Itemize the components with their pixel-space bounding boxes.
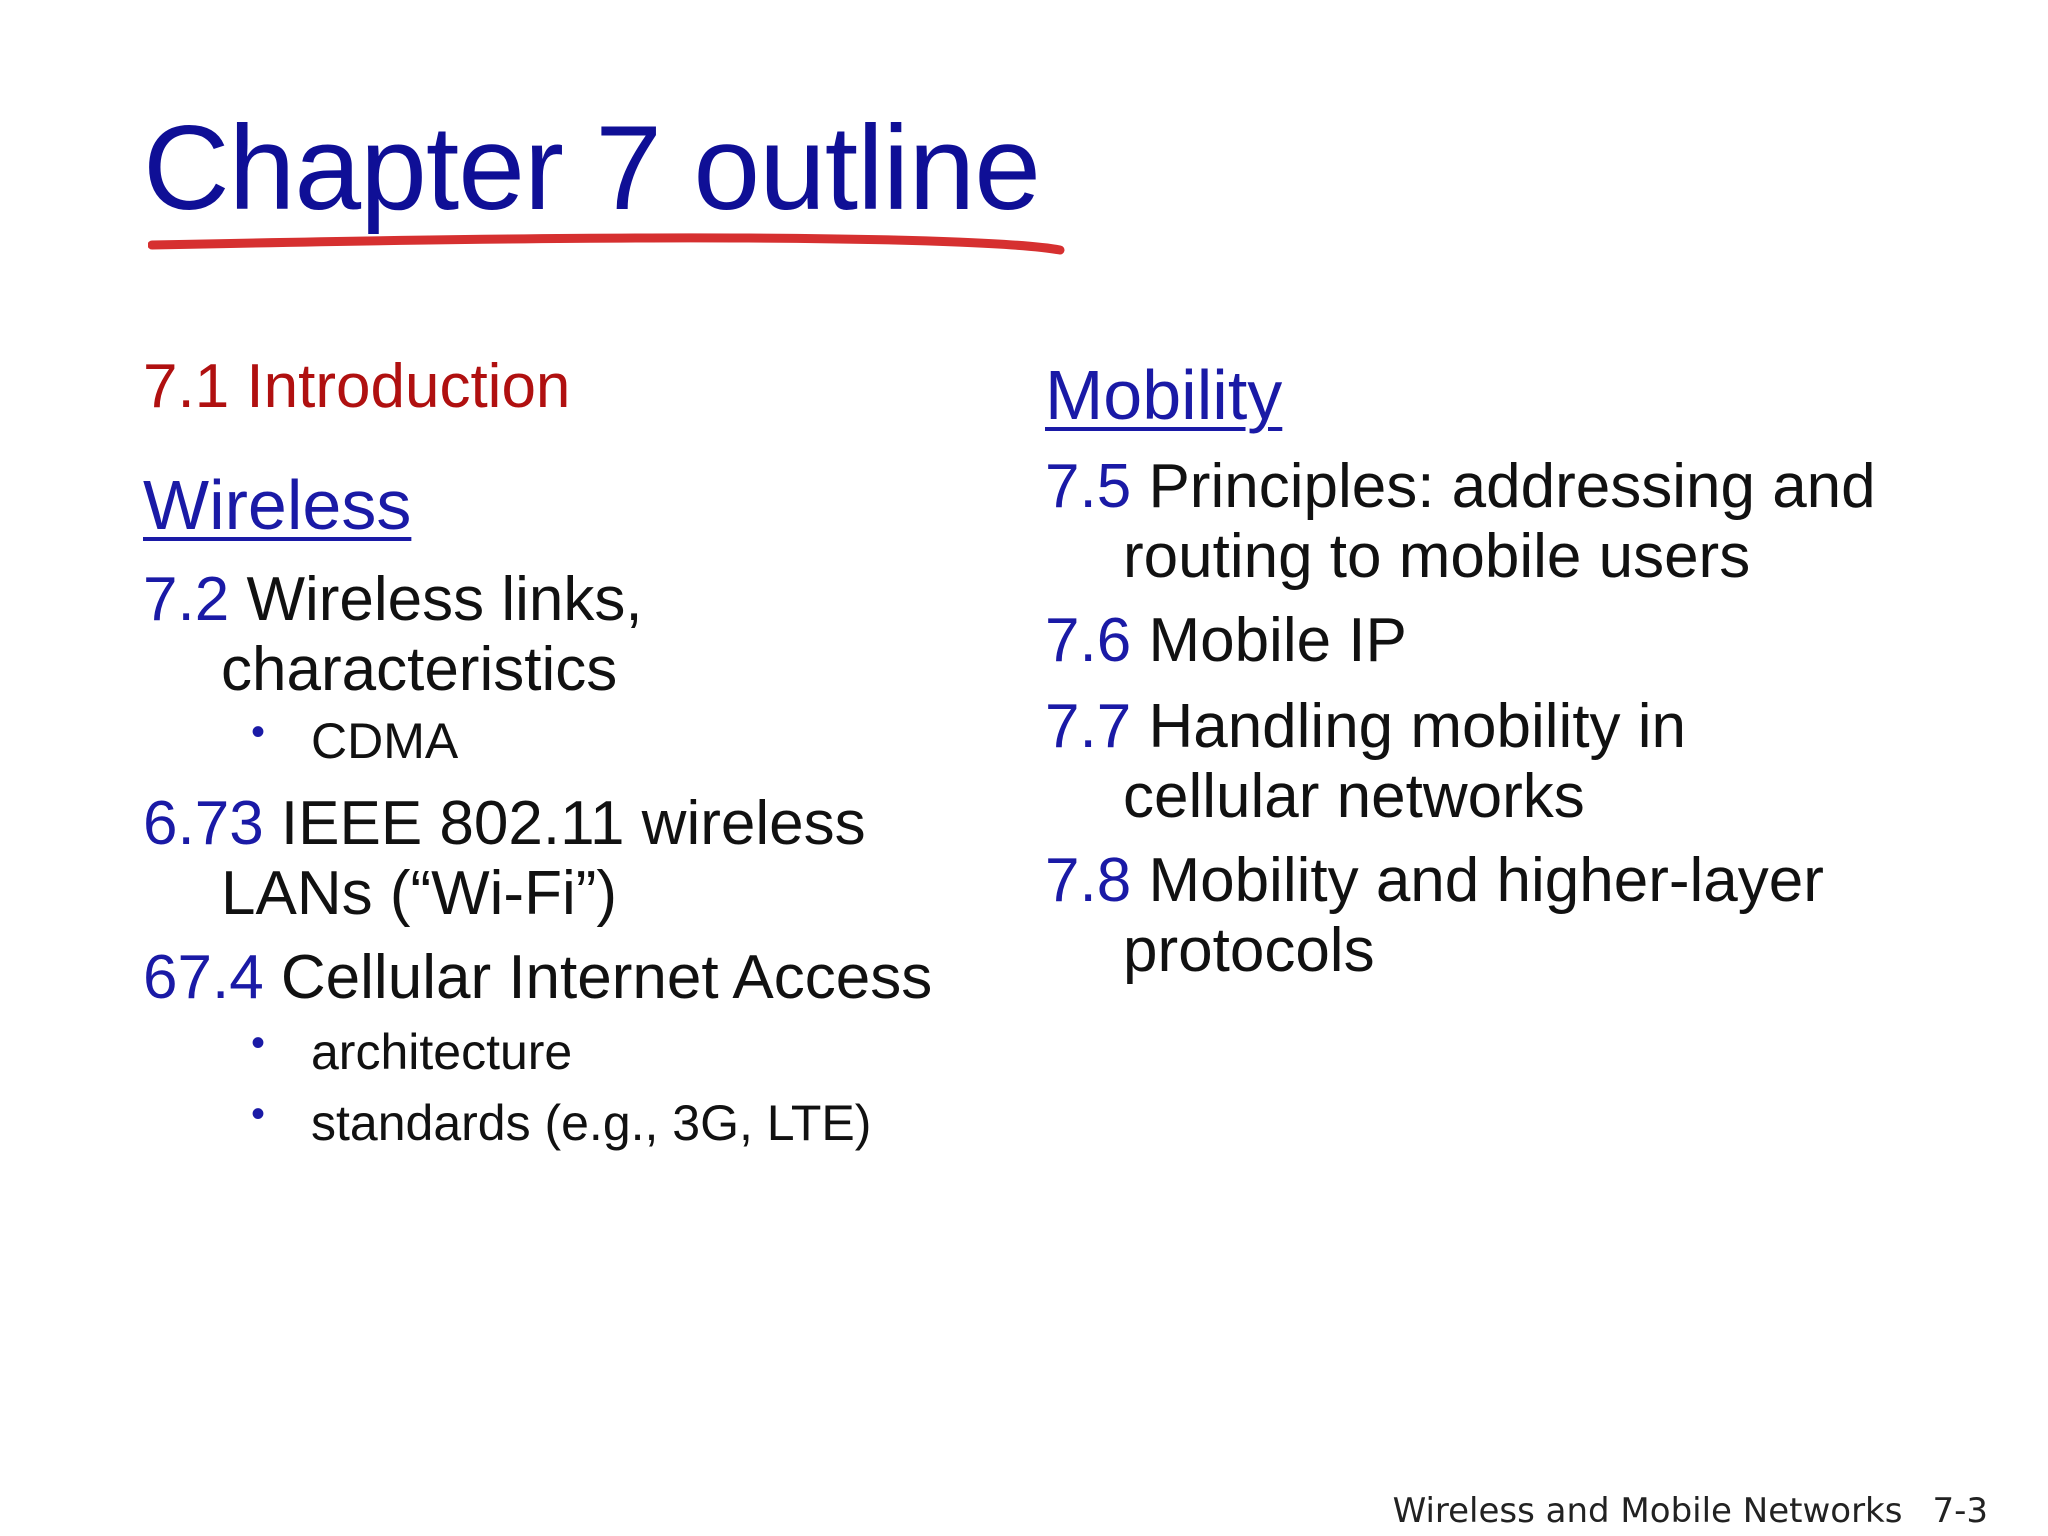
section-7-8-item: [1045, 846, 1824, 986]
section-7-1-introduction: 7.1 Introduction: [143, 352, 571, 421]
wireless-heading[interactable]: Wireless: [143, 466, 412, 544]
slide-title: Chapter 7 outline: [143, 101, 1040, 235]
section-text-continuation: protocols: [1123, 916, 1375, 985]
section-number: 7.2: [143, 565, 230, 634]
footer-label: Wireless and Mobile Networks: [1392, 1491, 1903, 1531]
section-text: Cellular Internet Access: [280, 943, 933, 1012]
section-text: Wireless links,: [246, 565, 643, 634]
section-text-continuation: characteristics: [221, 635, 618, 704]
section-number: 67.4: [143, 943, 264, 1012]
bullet-text: CDMA: [311, 713, 459, 769]
title-underline-stroke: [148, 232, 1068, 262]
section-number: 7.5: [1045, 452, 1132, 521]
section-text: Principles: addressing and: [1148, 452, 1876, 521]
section-text: IEEE 802.11 wireless: [280, 789, 866, 858]
bullet-item-cdma: [251, 710, 459, 769]
section-7-7-item: [1045, 692, 1686, 832]
section-number: 7.6: [1045, 606, 1132, 675]
bullet-dot-icon: •: [251, 1092, 266, 1136]
bullet-item-architecture: [251, 1021, 573, 1080]
bullet-dot-icon: •: [251, 1021, 266, 1065]
section-number: 7.8: [1045, 846, 1132, 915]
section-7-5-item: [1045, 452, 1876, 592]
section-6-73-item: [143, 789, 866, 929]
section-text-continuation: routing to mobile users: [1123, 522, 1751, 591]
bullet-text: architecture: [311, 1024, 573, 1080]
page-number: 7-3: [1932, 1491, 1988, 1531]
section-number: 6.73: [143, 789, 264, 858]
section-text: Mobile IP: [1148, 606, 1407, 675]
section-text: Handling mobility in: [1148, 692, 1687, 761]
slide-footer: [1393, 1491, 1988, 1531]
bullet-dot-icon: •: [251, 710, 266, 754]
section-7-6-item: [1045, 606, 1407, 676]
section-text: Mobility and higher-layer: [1148, 846, 1824, 915]
mobility-heading[interactable]: Mobility: [1045, 356, 1283, 434]
section-67-4-item: [143, 943, 932, 1013]
section-7-2-item: [143, 565, 643, 705]
section-number: 7.7: [1045, 692, 1132, 761]
bullet-text: standards (e.g., 3G, LTE): [311, 1095, 872, 1151]
section-text-continuation: cellular networks: [1123, 762, 1585, 831]
bullet-item-standards: [251, 1092, 872, 1151]
section-text-continuation: LANs (“Wi-Fi”): [221, 859, 618, 928]
